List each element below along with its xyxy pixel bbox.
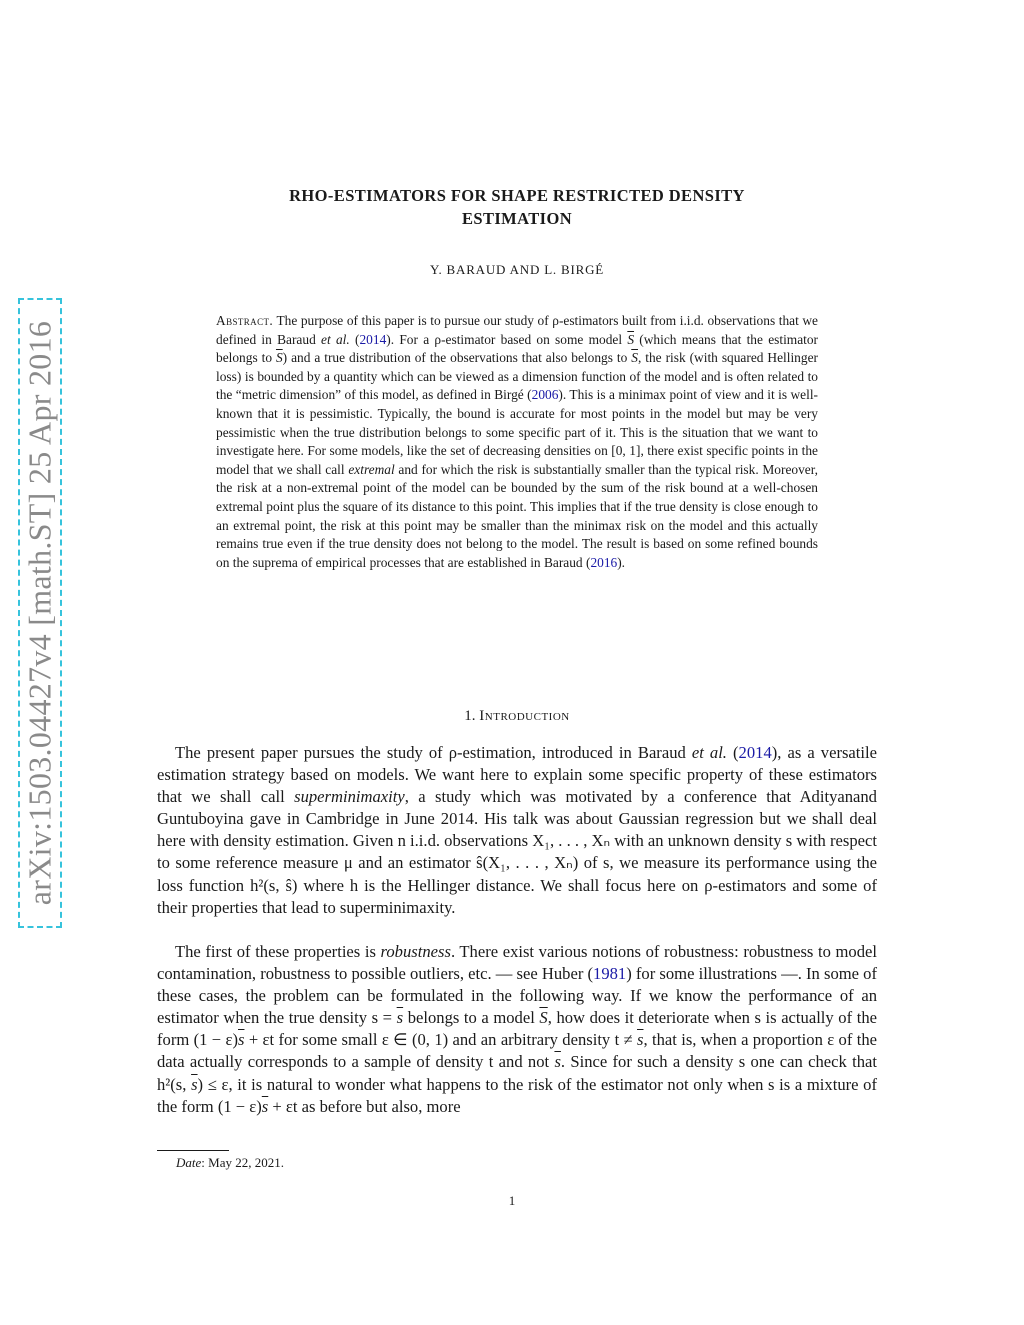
abstract-label: Abstract.: [216, 313, 274, 328]
sbar-symbol: $\overline{s}$: [191, 1074, 198, 1094]
paper-title: [150, 184, 884, 230]
citation-link[interactable]: 2006: [531, 387, 559, 403]
sbar-symbol: $\overline{s}$: [554, 1052, 561, 1072]
body-text: + εt as before but also, more: [268, 1096, 461, 1116]
body-etal: et al.: [691, 743, 727, 762]
model-symbol: $\overline{S}$: [539, 1008, 548, 1028]
title-line-2: ESTIMATION: [461, 209, 573, 228]
footnote-divider: [157, 1150, 229, 1151]
abstract-text: and for which the risk is substantially smaller than the typical risk. Moreover, the risk at a non-extremal point of the model can be bounded by the sum of the risk bound at a well-chosen extremal point plus the square of its distance to this point. This implies that if the true density is close enough to an extremal point, the risk at this point may be smaller than the minimax risk on the model and this actually remains true even if the true density does not belong to the model. The result is based on some refined bounds on the suprema of empirical processes that are established in Baraud (: [216, 461, 818, 570]
footnote-label: Date: [176, 1155, 202, 1170]
body-text: , that is, when a proportion ε of the data actually corresponds to a sample of density t and not: [157, 1030, 877, 1072]
robustness-term: robustness: [380, 942, 451, 961]
superminimaxity-term: superminimaxity: [294, 787, 405, 807]
citation-link[interactable]: 1981: [593, 964, 627, 984]
sbar-symbol: $\overline{s}$: [637, 1030, 644, 1050]
footnote-date: [176, 1155, 284, 1171]
sbar-symbol: $\overline{s}$: [396, 1008, 404, 1028]
abstract-text: ). For a ρ-estimator based on some model: [386, 331, 628, 347]
abstract-text: (: [349, 331, 360, 347]
arxiv-identifier-text: arXiv:1503.04427v4 [math.ST] 25 Apr 2016: [21, 320, 58, 906]
body-text: , a study which was motivated by a conference that Adityanand Guntuboyina gave in Cambridge in June 2014. His talk was about Gaussian regression but we shall deal here with density estimation. Given n i.i.d. observations X₁, . . . , Xₙ with an unknown density s with respect to some reference measure μ and an estimator ŝ(X₁, . . . , Xₙ) of s, we measure its performance using the loss function h²(s, ŝ) where h is the Hellinger distance. We shall focus here on ρ-estimators and some of their properties that lead to superminimaxity.: [157, 787, 877, 917]
title-line-1: RHO-ESTIMATORS FOR SHAPE RESTRICTED DENSITY: [289, 186, 745, 205]
body-text: + εt for some small ε ∈ (0, 1) and an arbitrary density t ≠: [244, 1030, 638, 1050]
model-symbol: $\overline{S}$: [627, 331, 635, 347]
body-text: . There exist various notions of robustness: robustness to model contamination, robustness to possible outliers, etc. — see Huber (: [157, 942, 877, 984]
page-number: 1: [508, 1193, 516, 1208]
sbar-symbol: $\overline{s}$: [238, 1030, 245, 1050]
body-text: , how does it deteriorate when s is actually of the form (1 − ε): [157, 1008, 877, 1050]
footnote-text: : May 22, 2021.: [201, 1155, 284, 1170]
section-heading: [150, 708, 884, 725]
body-text: . Since for such a density s one can check that h²(s,: [157, 1052, 877, 1094]
citation-link[interactable]: 2016: [590, 554, 618, 570]
abstract-extremal-term: extremal: [348, 461, 395, 477]
body-text: The first of these properties is: [175, 942, 381, 961]
model-symbol: $\overline{S}$: [631, 350, 638, 366]
section-number: 1.: [464, 708, 480, 724]
abstract: [216, 312, 818, 572]
body-text: The present paper pursues the study of ρ-estimation, introduced in Baraud: [175, 743, 692, 762]
sbar-symbol: $\overline{s}$: [261, 1096, 269, 1116]
arxiv-identifier-stamp: [18, 298, 62, 928]
intro-paragraph-2: [157, 941, 877, 1118]
abstract-text: (which means that the estimator belongs to: [216, 331, 819, 366]
abstract-etal: et al.: [321, 331, 350, 347]
body-text: ) for some illustrations —. In some of these cases, the problem can be formulated in the following way. If we know the performance of an estimator when the true density s =: [157, 964, 877, 1028]
citation-link[interactable]: 2014: [359, 331, 387, 347]
abstract-text: ). This is a minimax point of view and it is well-known that it is pessimistic. Typically, the bound is accurate for most points in the model but may be very pessimistic when the true distribution belongs to some specific part of it. This is the situation that we want to investigate here. For some models, like the set of decreasing densities on [0, 1], there exist specific points in the model that we shall call: [216, 387, 818, 477]
abstract-text: The purpose of this paper is to pursue our study of ρ-estimators built from i.i.d. observations that we defined in Baraud: [216, 313, 818, 347]
intro-paragraph-1: [157, 742, 877, 919]
abstract-text: ) and a true distribution of the observations that also belongs to: [282, 350, 632, 366]
body-text: ), as a versatile estimation strategy based on models. We want here to explain some specific property of these estimators that we shall call: [157, 743, 877, 807]
body-text: (: [726, 743, 739, 762]
abstract-text: ).: [617, 554, 626, 570]
abstract-text: , the risk (with squared Hellinger loss) is bounded by a quantity which can be viewed as a dimension function of the model and is often related to the “metric dimension” of this model, as defined in Birgé (: [216, 350, 818, 403]
model-symbol: $\overline{S}$: [275, 350, 283, 366]
citation-link[interactable]: 2014: [738, 743, 772, 762]
authors: Y. BARAUD AND L. BIRGÉ: [429, 262, 605, 277]
section-title: Introduction: [479, 708, 570, 724]
body-text: ) ≤ ε, it is natural to wonder what happens to the risk of the estimator not only when s is a mixture of the form (1 − ε): [157, 1074, 877, 1116]
body-text: belongs to a model: [403, 1008, 540, 1028]
